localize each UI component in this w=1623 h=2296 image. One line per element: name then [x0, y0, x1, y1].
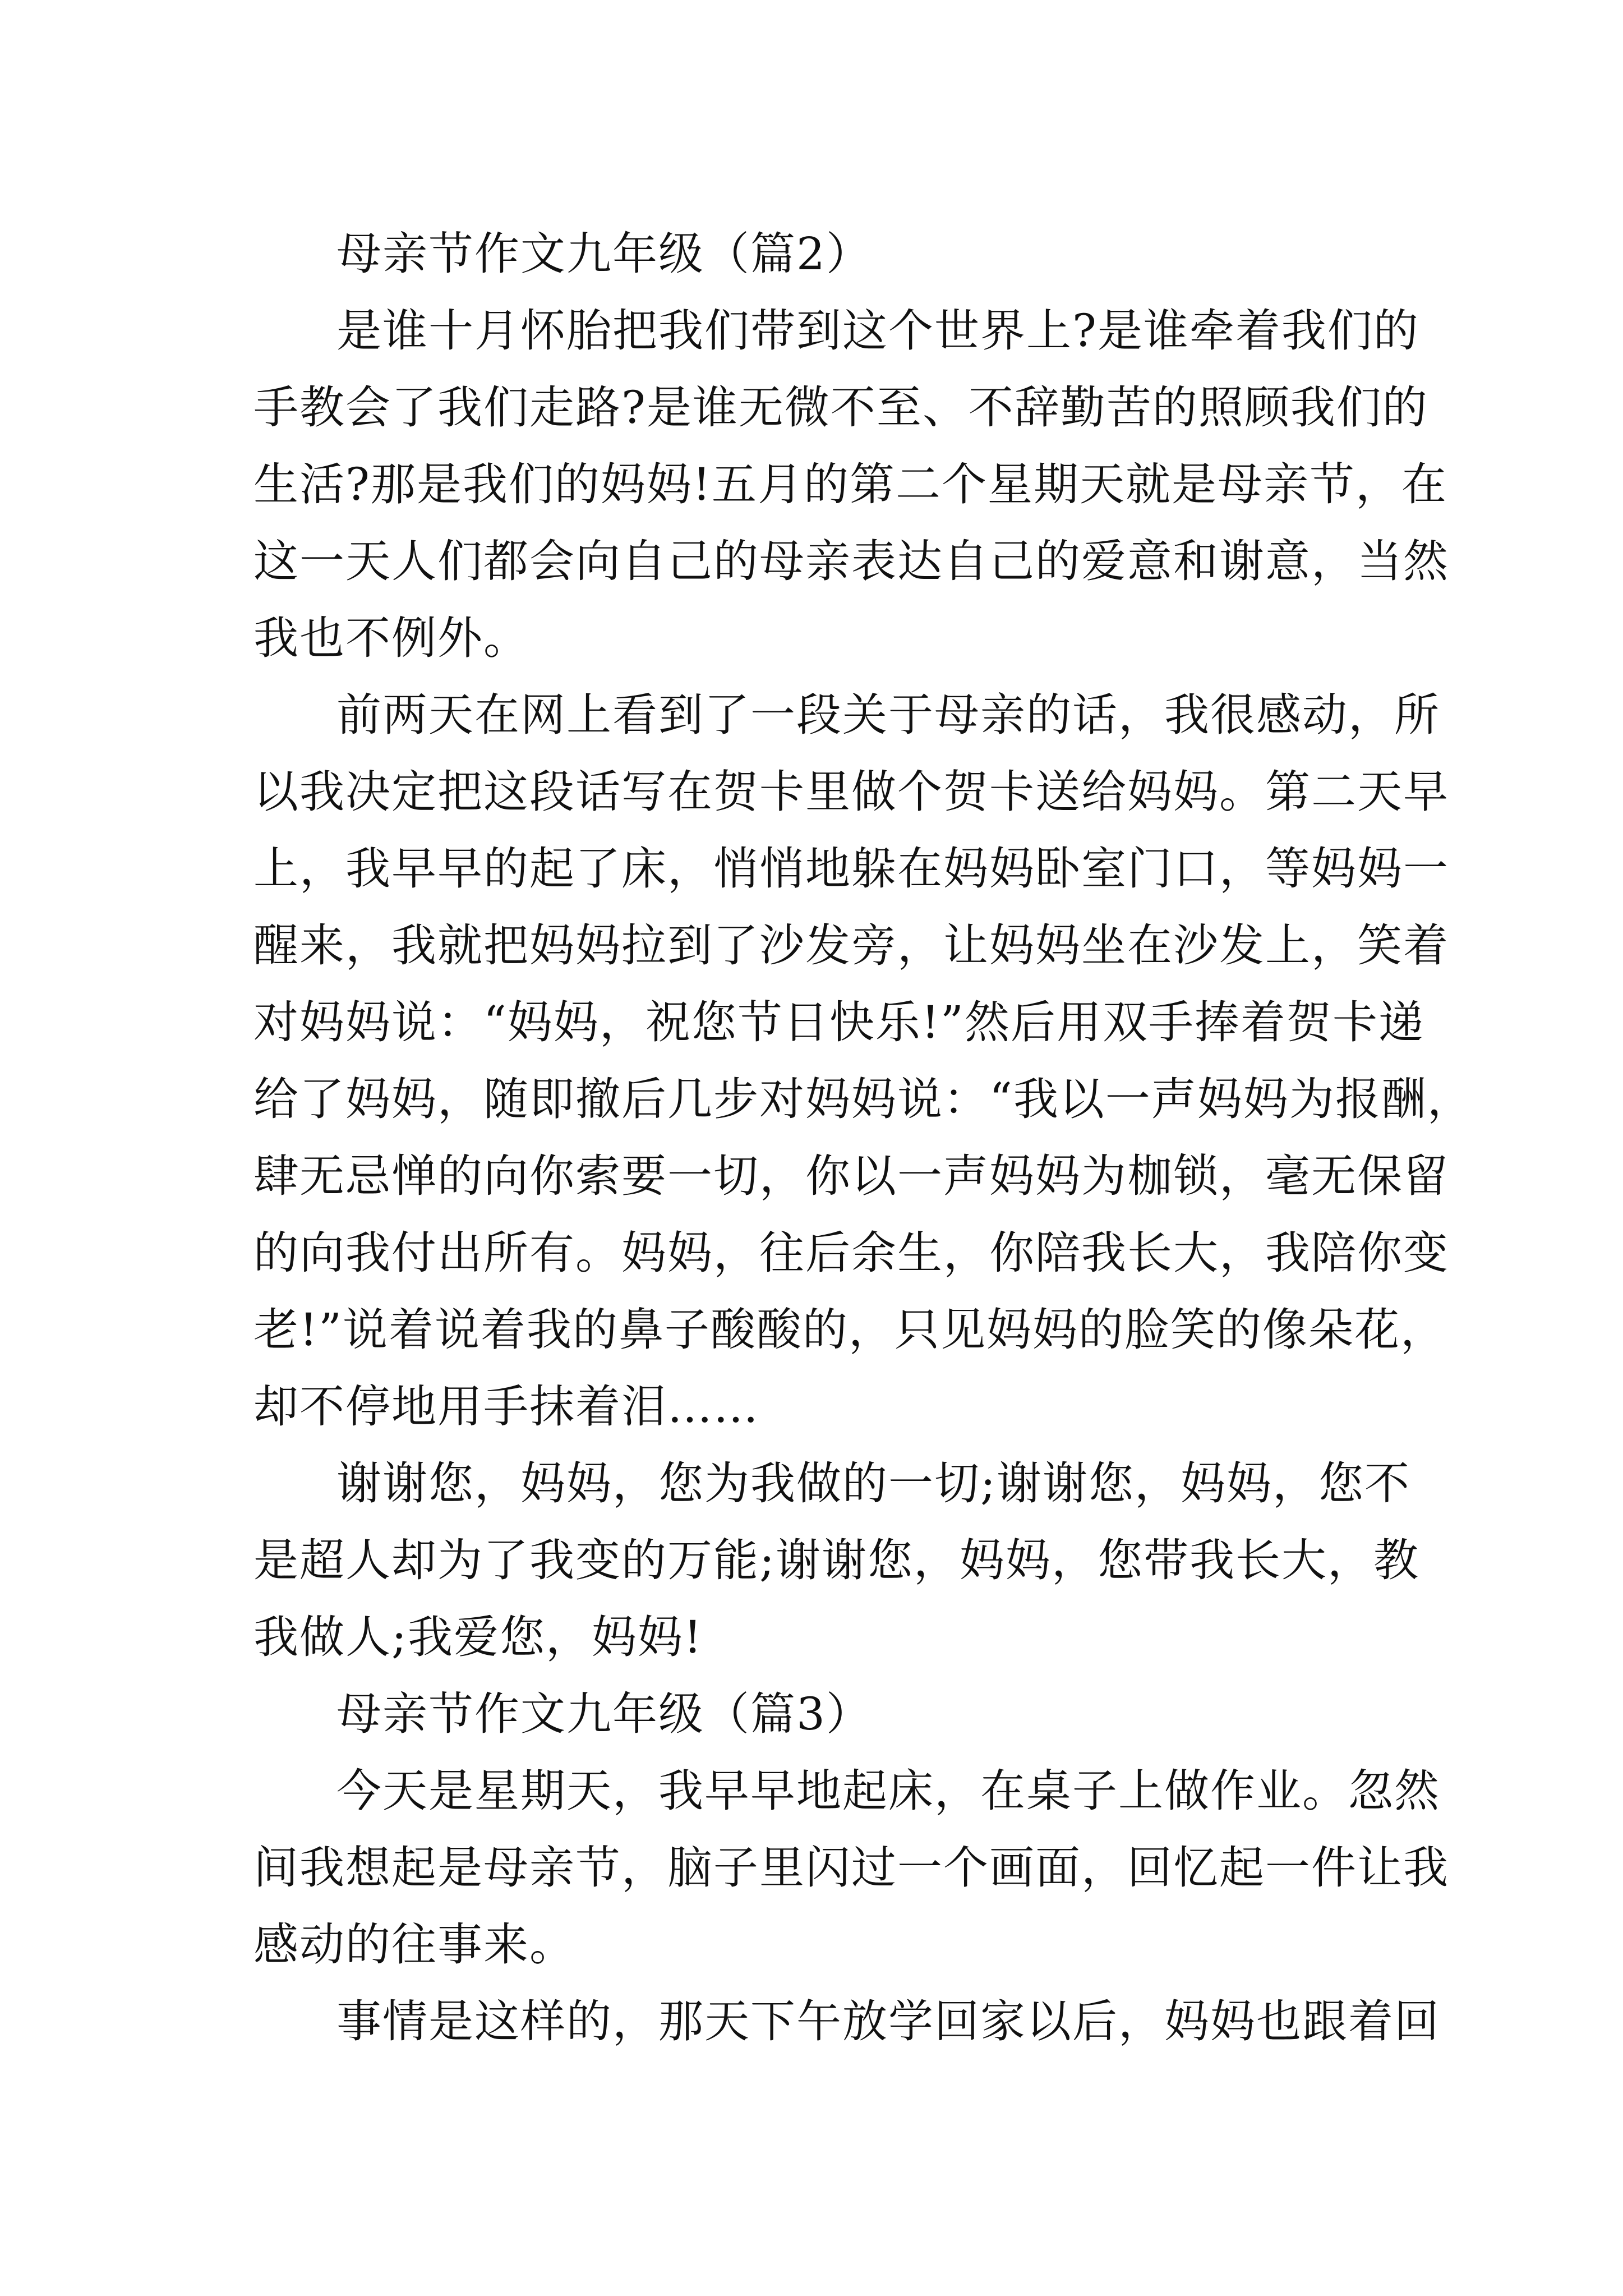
text-line: 谢谢您，妈妈，您为我做的一切;谢谢您，妈妈，您不	[336, 1457, 1410, 1510]
text-line: 肆无忌惮的向你索要一切，你以一声妈妈为枷锁，毫无保留	[253, 1150, 1449, 1202]
text-line: 生活?那是我们的妈妈!五月的第二个星期天就是母亲节，在	[253, 458, 1448, 510]
text-line: 这一天人们都会向自己的母亲表达自己的爱意和谢意，当然	[253, 535, 1449, 587]
paragraph	[253, 677, 1473, 1445]
section-heading: 母亲节作文九年级（篇3）	[336, 1688, 872, 1740]
text-line: 却不停地用手抹着泪……	[253, 1381, 759, 1433]
text-line: 上，我早早的起了床，悄悄地躲在妈妈卧室门口，等妈妈一	[253, 843, 1449, 895]
text-line: 是谁十月怀胎把我们带到这个世界上?是谁牵着我们的	[336, 305, 1419, 357]
text-line: 给了妈妈，随即撤后几步对妈妈说：“我以一声妈妈为报酬，	[253, 1073, 1473, 1125]
text-line: 我也不例外。	[253, 612, 529, 664]
text-line: 间我想起是母亲节，脑子里闪过一个画面，回忆起一件让我	[253, 1842, 1449, 1894]
text-line: 我做人;我爱您，妈妈!	[253, 1611, 703, 1663]
text-line: 以我决定把这段话写在贺卡里做个贺卡送给妈妈。第二天早	[253, 766, 1449, 818]
text-line: 的向我付出所有。妈妈，往后余生，你陪我长大，我陪你变	[253, 1227, 1449, 1279]
paragraph	[253, 1752, 1449, 1983]
section-heading: 母亲节作文九年级（篇2）	[336, 228, 872, 280]
paragraph	[253, 1983, 1440, 2060]
paragraph	[253, 1445, 1419, 1676]
text-line: 手教会了我们走路?是谁无微不至、不辞勤苦的照顾我们的	[253, 381, 1428, 434]
text-line: 老!”说着说着我的鼻子酸酸的，只见妈妈的脸笑的像朵花，	[253, 1304, 1447, 1356]
text-line: 感动的往事来。	[253, 1918, 575, 1971]
text-line: 事情是这样的，那天下午放学回家以后，妈妈也跟着回	[336, 1995, 1440, 2047]
text-line: 前两天在网上看到了一段关于母亲的话，我很感动，所	[336, 689, 1440, 741]
document-body	[253, 215, 1473, 2060]
text-line: 醒来，我就把妈妈拉到了沙发旁，让妈妈坐在沙发上，笑着	[253, 919, 1449, 972]
essay-section	[253, 215, 1473, 1676]
text-line: 今天是星期天，我早早地起床，在桌子上做作业。忽然	[336, 1765, 1440, 1817]
text-line: 是超人却为了我变的万能;谢谢您，妈妈，您带我长大，教	[253, 1534, 1419, 1586]
text-line: 对妈妈说：“妈妈，祝您节日快乐!”然后用双手捧着贺卡递	[253, 996, 1424, 1048]
paragraph	[253, 292, 1449, 677]
essay-section	[253, 1676, 1449, 2060]
